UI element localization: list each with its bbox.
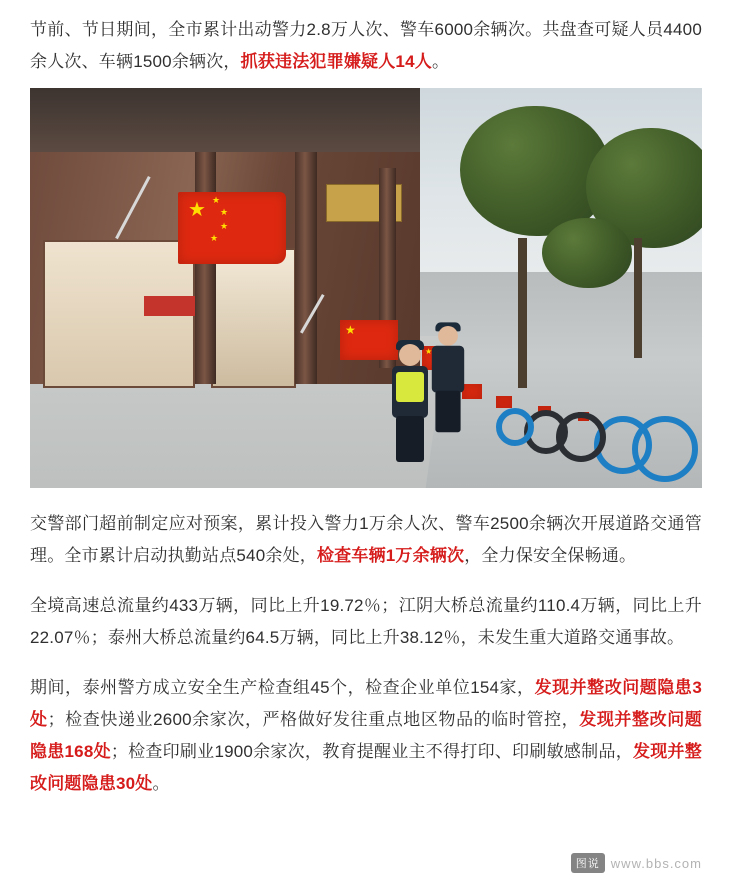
flag-star-small-1: ★ — [212, 195, 221, 205]
flag-star-small-4: ★ — [210, 233, 219, 243]
flag-star-small-2: ★ — [220, 207, 229, 217]
paragraph-4-run-5: ；检查印刷业1900余家次，教育提醒业主不得打印、印刷敏感制品， — [110, 742, 633, 761]
paragraph-2 — [30, 508, 702, 572]
officer-body-2 — [432, 346, 464, 393]
watermark-badge: 图说 — [571, 853, 605, 873]
photo-shopfront-right — [211, 248, 296, 388]
patrol-officer-2 — [430, 326, 466, 434]
paragraph-2-run-3: ，全力保安全保畅通。 — [464, 546, 637, 565]
paragraph-1-run-3: 。 — [431, 52, 450, 71]
paragraph-4 — [30, 672, 702, 800]
national-flag-1 — [178, 192, 286, 264]
street-tree-3 — [542, 218, 632, 288]
photo-pillar-1 — [195, 152, 217, 384]
paragraph-2-run-1: 交警部门超前制定应对预案，累计投入警力1万余人次、警车2500余辆次开展道路交通管理。全市累计启动执勤站点540余处， — [30, 514, 702, 565]
officer-head-1 — [399, 344, 421, 366]
flag-star-large-2: ★ — [345, 323, 356, 337]
shared-bike-3 — [496, 408, 534, 446]
paragraph-4-run-7: 。 — [152, 774, 170, 793]
officer-head-2 — [438, 326, 458, 346]
flag-star-large-1: ★ — [188, 199, 206, 221]
paragraph-4-highlight-1: 发现并整改问题隐患3处 — [30, 678, 702, 729]
paragraph-4-run-3: ；检查快递业2600余家次，严格做好发往重点地区物品的临时管控， — [47, 710, 580, 729]
watermark-url: www.bbs.com — [610, 855, 702, 871]
officer-legs-2 — [435, 391, 460, 432]
officer-legs-1 — [396, 416, 424, 462]
paragraph-3 — [30, 590, 702, 654]
paragraph-1-run-1: 节前、节日期间，全市累计出动警力2.8万人次、警车6000余辆次。共盘查可疑人员4400余人次、车辆1500余辆次， — [30, 20, 702, 71]
street-patrol-photo — [30, 88, 702, 488]
site-watermark — [571, 853, 702, 873]
paragraph-4-highlight-3: 发现并整改问题隐患30处 — [30, 742, 702, 793]
patrol-officer-1 — [390, 344, 433, 464]
photo-pillar-2 — [295, 152, 317, 384]
paragraph-1 — [30, 14, 702, 78]
paragraph-1-highlight: 抓获违法犯罪嫌疑人14人 — [240, 52, 432, 71]
photo-building-roof — [30, 88, 420, 152]
officer-reflective-vest-1 — [396, 372, 424, 402]
paragraph-4-highlight-2: 发现并整改问题隐患168处 — [30, 710, 702, 761]
paragraph-4-run-1: 期间，泰州警方成立安全生产检查组45个，检查企业单位154家， — [30, 678, 535, 697]
paragraph-2-highlight: 检查车辆1万余辆次 — [316, 546, 465, 565]
flag-star-large-3: ★ — [425, 347, 433, 356]
parked-bike-row — [474, 312, 702, 488]
flag-star-small-3: ★ — [220, 221, 229, 231]
paragraph-3-run-1: 全境高速总流量约433万辆，同比上升19.72％；江阴大桥总流量约110.4万辆，同比上升22.07％；泰州大桥总流量约64.5万辆，同比上升38.12％，未发生重大道路交通事故。 — [30, 596, 702, 647]
